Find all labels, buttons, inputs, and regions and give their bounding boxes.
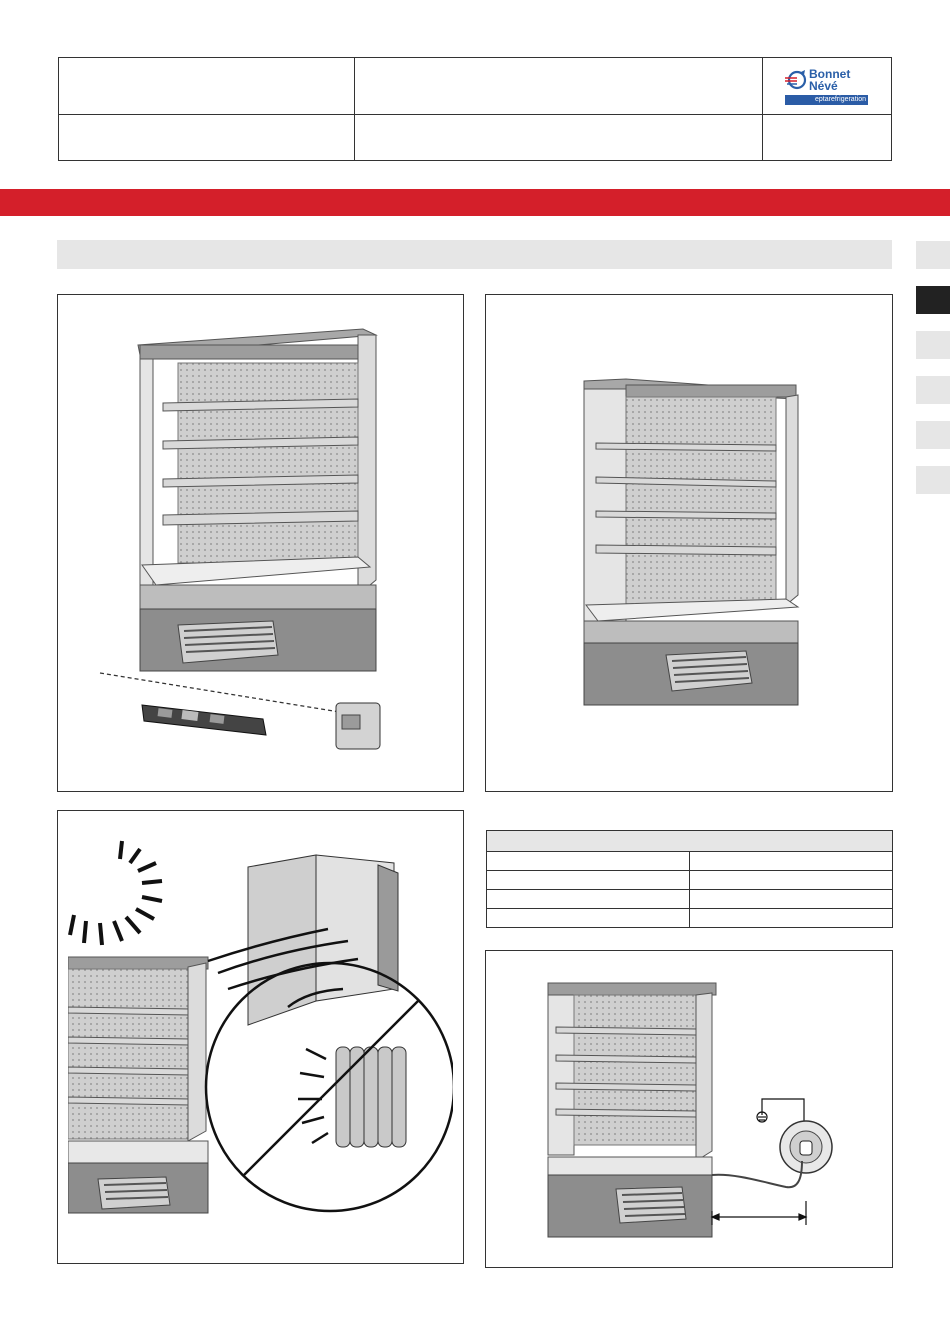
display-case-icon	[68, 957, 208, 1213]
table-cell	[690, 871, 893, 890]
header-divider	[354, 58, 355, 160]
spec-table-header	[487, 831, 893, 852]
spirit-level-icon	[142, 705, 266, 735]
section-heading-bar	[57, 240, 892, 269]
display-case-icon	[584, 379, 798, 705]
laser-level-icon	[336, 703, 380, 749]
table-row	[487, 871, 893, 890]
figure-placement-warning	[57, 810, 464, 1264]
spec-table-header-cell	[487, 831, 893, 852]
header-divider	[59, 114, 891, 115]
dimension-arrow-icon	[712, 1201, 806, 1225]
figure-levelling	[57, 294, 464, 792]
prohibited-icon	[206, 963, 454, 1211]
open-door-draft-icon	[208, 855, 398, 1025]
side-tab-2-active[interactable]	[916, 286, 950, 314]
figure-electrical-connection	[485, 950, 893, 1268]
figure-case-front	[485, 294, 893, 792]
table-cell	[487, 909, 690, 928]
header-table	[58, 57, 892, 161]
level-line	[100, 673, 358, 715]
logo-line1: Bonnet	[809, 67, 851, 81]
display-case-icon	[138, 329, 376, 671]
table-cell	[487, 852, 690, 871]
table-cell	[487, 871, 690, 890]
table-row	[487, 852, 893, 871]
wall-socket-icon	[780, 1121, 832, 1173]
spec-table	[486, 830, 893, 928]
header-divider	[762, 58, 763, 160]
table-row	[487, 890, 893, 909]
logo-line2: Névé	[809, 79, 838, 93]
table-row	[487, 909, 893, 928]
side-tab-5[interactable]	[916, 421, 950, 449]
radiator-icon	[298, 1047, 406, 1147]
side-tab-1[interactable]	[916, 241, 950, 269]
table-cell	[690, 852, 893, 871]
logo-tagline: eptarefrigeration	[785, 95, 868, 105]
red-accent-band	[0, 189, 950, 216]
table-cell	[690, 909, 893, 928]
side-tab-3[interactable]	[916, 331, 950, 359]
side-tab-4[interactable]	[916, 376, 950, 404]
sun-icon	[70, 841, 162, 945]
table-cell	[487, 890, 690, 909]
table-cell	[690, 890, 893, 909]
side-tab-6[interactable]	[916, 466, 950, 494]
display-case-icon	[548, 983, 716, 1237]
